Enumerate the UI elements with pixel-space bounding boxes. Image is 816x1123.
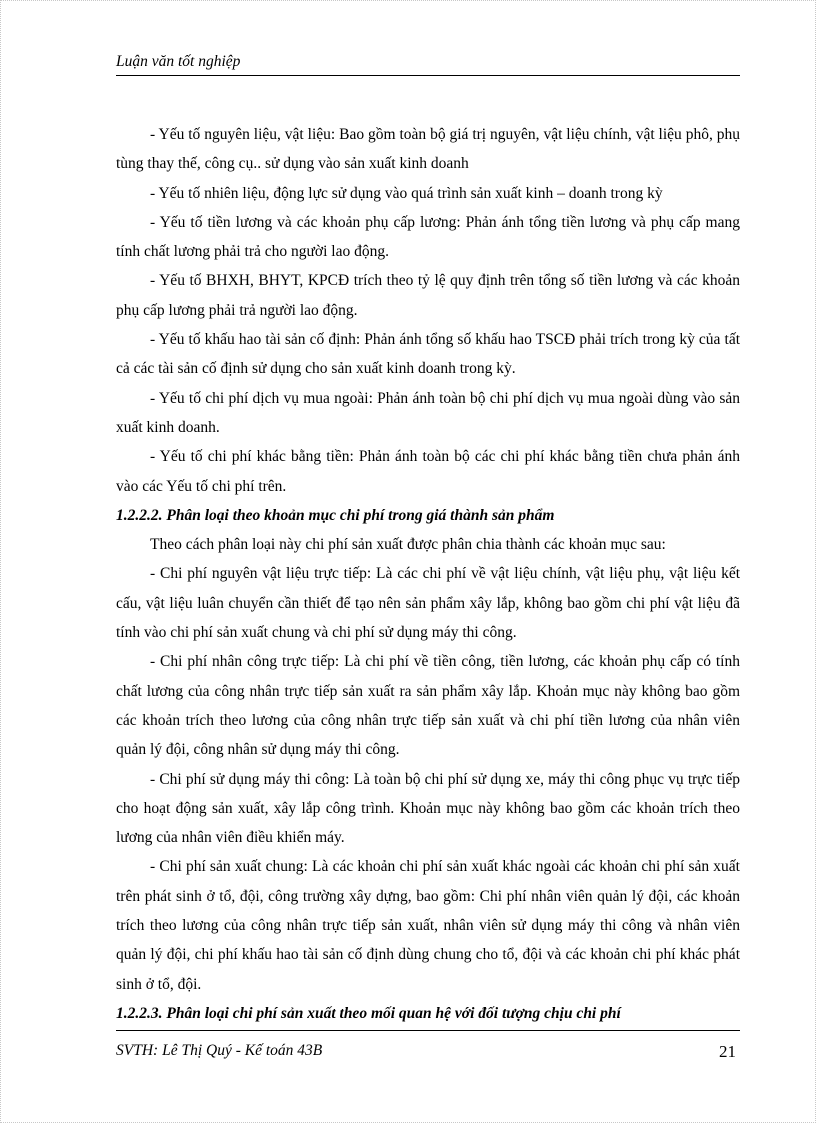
paragraph: - Yếu tố nguyên liệu, vật liệu: Bao gồm toàn bộ giá trị nguyên, vật liệu chính, vật liệu phô, phụ tùng thay thế, công cụ.. sử dụng vào sản xuất kinh doanh xyxy=(116,126,740,173)
page-footer xyxy=(116,1030,740,1061)
section-heading: 1.2.2.3. Phân loại chi phí sản xuất theo mối quan hệ với đối tượng chịu chi phí xyxy=(116,1004,621,1022)
paragraph: - Yếu tố tiền lương và các khoản phụ cấp lương: Phản ánh tổng tiền lương và phụ cấp mang tính chất lương phải trả cho người lao động. xyxy=(116,213,740,261)
paragraph: - Chi phí sản xuất chung: Là các khoản chi phí sản xuất khác ngoài các khoản chi phí sản xuất trên phát sinh ở tổ, đội, công trường xây dựng, bao gồm: Chi phí nhân viên quản lý đội, các khoản trích theo lương của công nhân trực tiếp sản xuất, nhân viên sử dụng máy thi công và nhân viên quản lý đội, chi phí khấu hao tài sản cố định dùng chung cho tổ, đội và các khoản chi phí khác phát sinh ở tổ, đội. xyxy=(116,858,740,993)
paragraph: - Chi phí sử dụng máy thi công: Là toàn bộ chi phí sử dụng xe, máy thi công phục vụ trực tiếp cho hoạt động sản xuất, xây lắp công trình. Khoản mục này không bao gồm các khoản trích theo lương của nhân viên điều khiển máy. xyxy=(116,770,740,847)
header-title: Luận văn tốt nghiệp xyxy=(116,53,241,70)
section-heading: 1.2.2.2. Phân loại theo khoản mục chi phí trong giá thành sản phẩm xyxy=(116,506,555,524)
paragraph: - Yếu tố khấu hao tài sản cố định: Phản ánh tổng số khấu hao TSCĐ phải trích trong kỳ của tất cả các tài sản cố định sử dụng cho sản xuất kinh doanh trong kỳ. xyxy=(116,331,740,378)
paragraph: - Chi phí nhân công trực tiếp: Là chi phí về tiền công, tiền lương, các khoản phụ cấp có tính chất lương của công nhân trực tiếp sản xuất ra sản phẩm xây lắp. Khoản mục này không bao gồm các khoản trích theo lương của công nhân trực tiếp sản xuất và chi phí tiền lương của nhân viên quản lý đội, công nhân sử dụng máy thi công. xyxy=(116,653,740,759)
page-header xyxy=(116,52,740,76)
paragraph: - Yếu tố chi phí khác bằng tiền: Phản ánh toàn bộ các chi phí khác bằng tiền chưa phản ánh vào các Yếu tố chi phí trên. xyxy=(116,448,740,495)
paragraph: - Yếu tố chi phí dịch vụ mua ngoài: Phản ánh toàn bộ chi phí dịch vụ mua ngoài dùng vào sản xuất kinh doanh. xyxy=(116,389,740,436)
footer-author: SVTH: Lê Thị Quý - Kế toán 43B xyxy=(116,1042,323,1059)
paragraph: Theo cách phân loại này chi phí sản xuất được phân chia thành các khoản mục sau: xyxy=(150,536,666,554)
page-number: 21 xyxy=(719,1042,736,1061)
paragraph: - Chi phí nguyên vật liệu trực tiếp: Là các chi phí về vật liệu chính, vật liệu phụ, vật liệu kết cấu, vật liệu luân chuyển cần thiết để tạo nên sản phẩm xây lắp, không bao gồm chi phí vật liệu đã tính vào chi phí sản xuất chung và chi phí sử dụng máy thi công. xyxy=(116,565,740,642)
page-content xyxy=(116,120,740,1028)
paragraph: - Yếu tố BHXH, BHYT, KPCĐ trích theo tỷ lệ quy định trên tổng số tiền lương và các khoản phụ cấp lương phải trả người lao động. xyxy=(116,272,740,319)
paragraph: - Yếu tố nhiên liệu, động lực sử dụng vào quá trình sản xuất kinh – doanh trong kỳ xyxy=(150,184,663,202)
